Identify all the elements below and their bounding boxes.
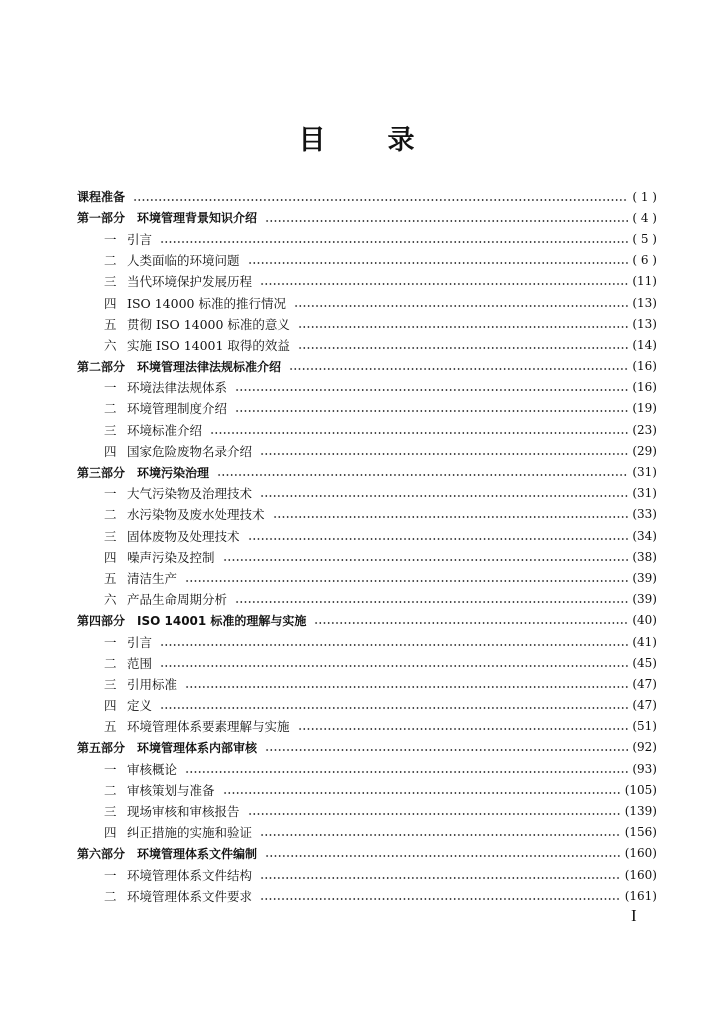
- dot-leader: [235, 592, 628, 604]
- toc-entry-page: (23): [632, 422, 657, 437]
- toc-entry: [77, 228, 657, 249]
- dot-leader: [133, 190, 628, 202]
- dot-leader: [265, 740, 628, 752]
- toc-entry: [77, 313, 657, 334]
- toc-entry-title: 实施 ISO 14001 取得的效益: [127, 337, 290, 353]
- dot-leader: [260, 825, 621, 837]
- toc-entry-page: (31): [632, 486, 657, 501]
- toc-entry-title: 引言: [127, 231, 153, 247]
- toc-entry: [77, 250, 657, 271]
- toc-entry-title: ISO 14000 标准的推行情况: [127, 295, 286, 311]
- dot-leader: [298, 719, 629, 731]
- dot-leader: [273, 507, 629, 519]
- dot-leader: [160, 656, 628, 668]
- toc-entry-title: 水污染物及废水处理技术: [127, 507, 265, 523]
- dot-leader: [160, 698, 628, 710]
- dot-leader: [235, 401, 628, 413]
- dot-leader: [235, 380, 628, 392]
- toc-entry: [77, 334, 657, 355]
- toc-entry-title: 课程准备: [77, 190, 126, 205]
- toc-entry-title: 环境管理背景知识介绍: [137, 211, 258, 226]
- toc-entry-page: (93): [632, 761, 657, 776]
- toc-entry-number: 五: [104, 719, 117, 735]
- toc-entry-page: (16): [632, 359, 657, 374]
- toc-entry: [77, 885, 657, 906]
- toc-entry-page: (29): [632, 443, 657, 458]
- toc-entry: [77, 186, 657, 207]
- toc-entry-number: 六: [104, 592, 117, 608]
- toc-entry-page: ( 1 ): [632, 189, 657, 204]
- toc-entry-number: 二: [104, 507, 117, 523]
- toc-part-prefix: 第三部分: [77, 465, 126, 480]
- toc-entry-page: (41): [632, 634, 657, 649]
- toc-entry-number: 三: [104, 676, 117, 692]
- toc-entry-page: (13): [632, 295, 657, 310]
- toc-entry-page: ( 5 ): [632, 231, 657, 246]
- dot-leader: [223, 550, 629, 562]
- toc-entry: [77, 843, 657, 864]
- toc-entry-page: (38): [632, 549, 657, 564]
- toc-entry: [77, 567, 657, 588]
- toc-entry-number: 一: [104, 380, 117, 396]
- page-number: I: [631, 906, 637, 925]
- dot-leader: [185, 571, 628, 583]
- title-char-1: 目: [298, 125, 326, 156]
- toc-entry-title: 环境管理体系文件要求: [127, 888, 253, 904]
- toc-entry: [77, 864, 657, 885]
- dot-leader: [210, 423, 628, 435]
- toc-entry-page: (34): [632, 528, 657, 543]
- toc-entry-number: 一: [104, 231, 117, 247]
- toc-entry: [77, 525, 657, 546]
- toc-entry-number: 一: [104, 867, 117, 883]
- toc-entry-page: (92): [632, 740, 657, 755]
- toc-entry-title: 贯彻 ISO 14000 标准的意义: [127, 316, 290, 332]
- toc-entry: [77, 207, 657, 228]
- toc-entry: [77, 356, 657, 377]
- toc-entry-number: 一: [104, 634, 117, 650]
- toc-entry-title: 环境法律法规体系: [127, 380, 228, 396]
- toc-entry: [77, 716, 657, 737]
- toc-entry: [77, 504, 657, 525]
- toc-entry: [77, 822, 657, 843]
- toc-entry-title: 定义: [127, 698, 153, 714]
- toc-entry: [77, 673, 657, 694]
- toc-entry-page: (13): [632, 316, 657, 331]
- toc-entry-page: (11): [632, 274, 657, 289]
- toc-entry-page: (45): [632, 655, 657, 670]
- toc-entry-page: (14): [632, 337, 657, 352]
- toc-entry: [77, 292, 657, 313]
- toc-entry-title: 固体废物及处理技术: [127, 528, 240, 544]
- toc-entry-number: 四: [104, 295, 117, 311]
- toc-part-prefix: 第一部分: [77, 211, 126, 226]
- toc-entry: [77, 737, 657, 758]
- toc-entry: [77, 483, 657, 504]
- toc-entry-title: 产品生命周期分析: [127, 592, 228, 608]
- toc-entry: [77, 800, 657, 821]
- dot-leader: [185, 762, 628, 774]
- toc-entry-page: (39): [632, 570, 657, 585]
- toc-part-prefix: 第四部分: [77, 613, 126, 628]
- toc-entry: [77, 589, 657, 610]
- toc-entry-title: 当代环境保护发展历程: [127, 274, 253, 290]
- dot-leader: [294, 296, 628, 308]
- toc-entry-page: (19): [632, 401, 657, 416]
- toc-entry: [77, 271, 657, 292]
- dot-leader: [298, 317, 628, 329]
- toc-entry-page: (16): [632, 380, 657, 395]
- dot-leader: [314, 613, 628, 625]
- toc-part-prefix: 第二部分: [77, 359, 126, 374]
- toc-entry-number: 二: [104, 655, 117, 671]
- dot-leader: [260, 486, 628, 498]
- dot-leader: [248, 529, 629, 541]
- dot-leader: [289, 359, 628, 371]
- toc-entry-number: 五: [104, 316, 117, 332]
- toc-entry-page: (47): [632, 698, 657, 713]
- toc-entry-page: (47): [632, 676, 657, 691]
- toc-entry-page: (33): [632, 507, 657, 522]
- toc-entry-number: 五: [104, 570, 117, 586]
- toc-entry-number: 四: [104, 443, 117, 459]
- toc-entry-title: 环境污染治理: [137, 465, 210, 480]
- toc-entry-title: 清洁生产: [127, 570, 178, 586]
- toc-entry-title: ISO 14001 标准的理解与实施: [137, 613, 307, 628]
- dot-leader: [260, 868, 621, 880]
- toc-entry-number: 四: [104, 549, 117, 565]
- toc-entry-title: 环境标准介绍: [127, 422, 203, 438]
- toc-entry: [77, 440, 657, 461]
- toc-entry-page: (51): [632, 719, 657, 734]
- toc-entry-title: 噪声污染及控制: [127, 549, 215, 565]
- dot-leader: [185, 677, 628, 689]
- toc-entry-title: 环境管理法律法规标准介绍: [137, 359, 282, 374]
- toc-entry-title: 审核概论: [127, 761, 178, 777]
- toc-entry-number: 二: [104, 888, 117, 904]
- toc-entry: [77, 695, 657, 716]
- toc-entry: [77, 461, 657, 482]
- toc-entry-page: (39): [632, 592, 657, 607]
- dot-leader: [265, 846, 621, 858]
- toc-entry-title: 大气污染物及治理技术: [127, 486, 253, 502]
- toc-entry-page: (40): [632, 613, 657, 628]
- dot-leader: [160, 232, 628, 244]
- toc-entry-number: 三: [104, 274, 117, 290]
- toc-entry-page: ( 4 ): [632, 210, 657, 225]
- toc-entry: [77, 377, 657, 398]
- toc-entry: [77, 758, 657, 779]
- toc-entry-page: (31): [632, 465, 657, 480]
- toc-entry-number: 一: [104, 761, 117, 777]
- toc-entry: [77, 610, 657, 631]
- dot-leader: [160, 635, 628, 647]
- toc-entry-number: 三: [104, 528, 117, 544]
- toc-entry: [77, 398, 657, 419]
- title-char-2: 录: [387, 125, 415, 156]
- dot-leader: [260, 889, 621, 901]
- toc-entry-title: 审核策划与准备: [127, 782, 215, 798]
- toc-entry-title: 引用标准: [127, 676, 178, 692]
- toc-entry-number: 二: [104, 782, 117, 798]
- toc-entry-title: 人类面临的环境问题: [127, 253, 240, 269]
- toc-entry-page: (156): [624, 825, 657, 840]
- toc-entry-page: (160): [624, 846, 657, 861]
- toc-entry-number: 三: [104, 804, 117, 820]
- page-title: [0, 118, 713, 157]
- dot-leader: [223, 783, 621, 795]
- toc-part-prefix: 第六部分: [77, 846, 126, 861]
- dot-leader: [260, 444, 628, 456]
- toc-entry-title: 范围: [127, 655, 153, 671]
- table-of-contents: [77, 186, 657, 906]
- toc-entry-number: 一: [104, 486, 117, 502]
- toc-entry-number: 三: [104, 422, 117, 438]
- dot-leader: [298, 338, 628, 350]
- toc-entry-page: (139): [624, 804, 657, 819]
- toc-entry-number: 二: [104, 401, 117, 417]
- toc-entry-number: 四: [104, 698, 117, 714]
- toc-entry-number: 二: [104, 253, 117, 269]
- dot-leader: [248, 253, 629, 265]
- toc-part-prefix: 第五部分: [77, 740, 126, 755]
- toc-entry: [77, 419, 657, 440]
- toc-entry-number: 六: [104, 337, 117, 353]
- dot-leader: [260, 274, 628, 286]
- dot-leader: [217, 465, 628, 477]
- dot-leader: [265, 211, 628, 223]
- toc-entry: [77, 546, 657, 567]
- dot-leader: [248, 804, 621, 816]
- toc-entry-page: (161): [624, 888, 657, 903]
- toc-entry-title: 环境管理体系文件编制: [137, 846, 258, 861]
- toc-entry-title: 环境管理制度介绍: [127, 401, 228, 417]
- toc-entry-title: 环境管理体系内部审核: [137, 740, 258, 755]
- toc-entry-title: 现场审核和审核报告: [127, 804, 240, 820]
- toc-entry-title: 引言: [127, 634, 153, 650]
- toc-entry-page: (105): [624, 782, 657, 797]
- toc-entry: [77, 631, 657, 652]
- toc-entry-title: 环境管理体系文件结构: [127, 867, 253, 883]
- toc-entry-title: 纠正措施的实施和验证: [127, 825, 253, 841]
- toc-entry-title: 环境管理体系要素理解与实施: [127, 719, 290, 735]
- toc-entry-title: 国家危险废物名录介绍: [127, 443, 253, 459]
- toc-entry-page: (160): [624, 867, 657, 882]
- toc-entry-number: 四: [104, 825, 117, 841]
- toc-entry-page: ( 6 ): [632, 253, 657, 268]
- toc-entry: [77, 652, 657, 673]
- toc-entry: [77, 779, 657, 800]
